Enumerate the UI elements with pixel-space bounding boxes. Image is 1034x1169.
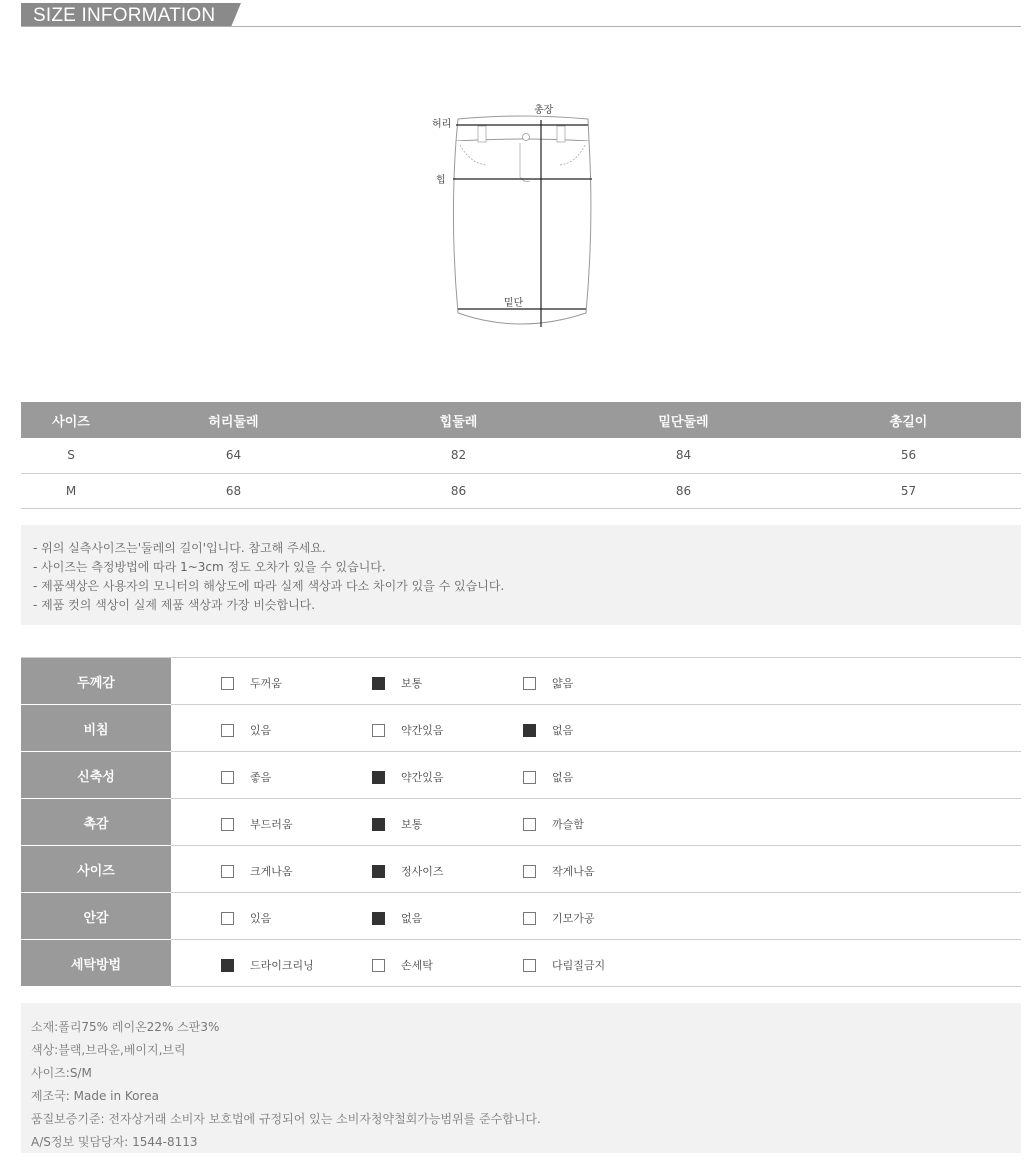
property-name: 두께감: [21, 658, 171, 705]
unchecked-box-icon: [372, 959, 385, 972]
property-option: [523, 957, 605, 973]
info-line: 품질보증기준: 전자상거래 소비자 보호법에 규정되어 있는 소비자청약철회가능범위를 준수합니다.: [31, 1112, 541, 1126]
option-label: 정사이즈: [401, 865, 444, 878]
option-label: 약간있음: [401, 724, 444, 737]
property-option: [372, 722, 444, 738]
table-cell: 86: [346, 473, 571, 508]
unchecked-box-icon: [221, 677, 234, 690]
table-cell: M: [21, 473, 121, 508]
fabric-properties-table: [21, 657, 1021, 987]
unchecked-box-icon: [221, 865, 234, 878]
size-table: [21, 402, 1021, 509]
option-label: 없음: [552, 771, 574, 784]
property-row: [21, 940, 1021, 987]
property-option: [372, 675, 422, 691]
product-info: [21, 1003, 1021, 1153]
property-option: [221, 816, 293, 832]
property-row: [21, 752, 1021, 799]
property-option: [523, 675, 573, 691]
property-option: [372, 769, 444, 785]
skirt-diagram: [420, 95, 620, 335]
property-options: [171, 658, 1021, 705]
hip-label: 힙: [436, 175, 446, 186]
unchecked-box-icon: [221, 912, 234, 925]
option-label: 없음: [401, 912, 423, 925]
property-row: [21, 846, 1021, 893]
property-option: [221, 910, 271, 926]
property-option: [221, 675, 282, 691]
option-label: 있음: [250, 724, 272, 737]
checked-box-icon: [372, 771, 385, 784]
info-line: A/S정보 및담당자: 1544-8113: [31, 1135, 198, 1149]
property-name: 세탁방법: [21, 940, 171, 987]
option-label: 보통: [401, 818, 423, 831]
unchecked-box-icon: [221, 724, 234, 737]
property-row: [21, 658, 1021, 705]
checked-box-icon: [372, 677, 385, 690]
property-name: 사이즈: [21, 846, 171, 893]
note-line: - 제품 컷의 색상이 실제 제품 색상과 가장 비슷합니다.: [33, 598, 316, 612]
option-label: 까슬함: [552, 818, 584, 831]
column-header: 허리둘레: [121, 402, 346, 438]
unchecked-box-icon: [523, 818, 536, 831]
length-label: 총장: [534, 105, 554, 116]
table-cell: 57: [796, 473, 1021, 508]
note-line: - 제품색상은 사용자의 모니터의 해상도에 따라 실제 색상과 다소 차이가 있을 수 있습니다.: [33, 579, 505, 593]
info-line: 색상:블랙,브라운,베이지,브릭: [31, 1043, 186, 1057]
table-cell: S: [21, 438, 121, 473]
property-row: [21, 799, 1021, 846]
column-header: 밑단둘레: [571, 402, 796, 438]
size-table-header: [21, 402, 1021, 438]
option-label: 드라이크리닝: [250, 959, 314, 972]
property-option: [221, 769, 271, 785]
property-option: [372, 957, 433, 973]
property-option: [523, 722, 573, 738]
header-tab-slant: [231, 3, 241, 27]
unchecked-box-icon: [523, 912, 536, 925]
column-header: 사이즈: [21, 402, 121, 438]
property-options: [171, 846, 1021, 893]
unchecked-box-icon: [221, 771, 234, 784]
checked-box-icon: [221, 959, 234, 972]
property-name: 비침: [21, 705, 171, 752]
table-row: [21, 438, 1021, 473]
option-label: 부드러움: [250, 818, 293, 831]
table-cell: 56: [796, 438, 1021, 473]
note-line: - 위의 실측사이즈는'둘레의 길이'입니다. 참고해 주세요.: [33, 541, 326, 555]
table-cell: 86: [571, 473, 796, 508]
property-name: 안감: [21, 893, 171, 940]
option-label: 약간있음: [401, 771, 444, 784]
unchecked-box-icon: [372, 724, 385, 737]
checked-box-icon: [523, 724, 536, 737]
option-label: 보통: [401, 677, 423, 690]
table-cell: 68: [121, 473, 346, 508]
info-line: 소재:폴리75% 레이온22% 스판3%: [31, 1020, 220, 1034]
property-option: [221, 722, 271, 738]
property-option: [523, 910, 595, 926]
property-row: [21, 705, 1021, 752]
info-line: 사이즈:S/M: [31, 1066, 92, 1080]
option-label: 있음: [250, 912, 272, 925]
property-name: 촉감: [21, 799, 171, 846]
property-option: [523, 769, 573, 785]
property-options: [171, 799, 1021, 846]
option-label: 두꺼움: [250, 677, 282, 690]
option-label: 다림질금지: [552, 959, 606, 972]
section-title: SIZE INFORMATION: [33, 5, 216, 26]
option-label: 작게나옴: [552, 865, 595, 878]
property-options: [171, 705, 1021, 752]
checked-box-icon: [372, 818, 385, 831]
option-label: 얇음: [552, 677, 574, 690]
section-header: [21, 3, 1021, 28]
property-options: [171, 940, 1021, 987]
unchecked-box-icon: [523, 771, 536, 784]
option-label: 없음: [552, 724, 574, 737]
property-option: [221, 957, 314, 973]
hem-label: 밑단: [504, 298, 524, 309]
unchecked-box-icon: [523, 959, 536, 972]
option-label: 기모가공: [552, 912, 595, 925]
property-option: [372, 816, 422, 832]
waist-label: 허리: [432, 119, 452, 130]
column-header: 총길이: [796, 402, 1021, 438]
table-cell: 84: [571, 438, 796, 473]
size-notes: [21, 525, 1021, 625]
option-label: 좋음: [250, 771, 272, 784]
unchecked-box-icon: [221, 818, 234, 831]
property-options: [171, 752, 1021, 799]
table-cell: 82: [346, 438, 571, 473]
property-options: [171, 893, 1021, 940]
property-option: [372, 910, 422, 926]
table-cell: 64: [121, 438, 346, 473]
property-option: [523, 816, 584, 832]
unchecked-box-icon: [523, 865, 536, 878]
option-label: 손세탁: [401, 959, 433, 972]
option-label: 크게나옴: [250, 865, 293, 878]
table-row: [21, 473, 1021, 508]
unchecked-box-icon: [523, 677, 536, 690]
property-option: [523, 863, 595, 879]
checked-box-icon: [372, 865, 385, 878]
column-header: 힙둘레: [346, 402, 571, 438]
property-row: [21, 893, 1021, 940]
info-line: 제조국: Made in Korea: [31, 1089, 159, 1103]
note-line: - 사이즈는 측정방법에 따라 1~3cm 정도 오차가 있을 수 있습니다.: [33, 560, 386, 574]
property-option: [221, 863, 293, 879]
header-divider: [21, 26, 1021, 27]
checked-box-icon: [372, 912, 385, 925]
property-option: [372, 863, 444, 879]
property-name: 신축성: [21, 752, 171, 799]
